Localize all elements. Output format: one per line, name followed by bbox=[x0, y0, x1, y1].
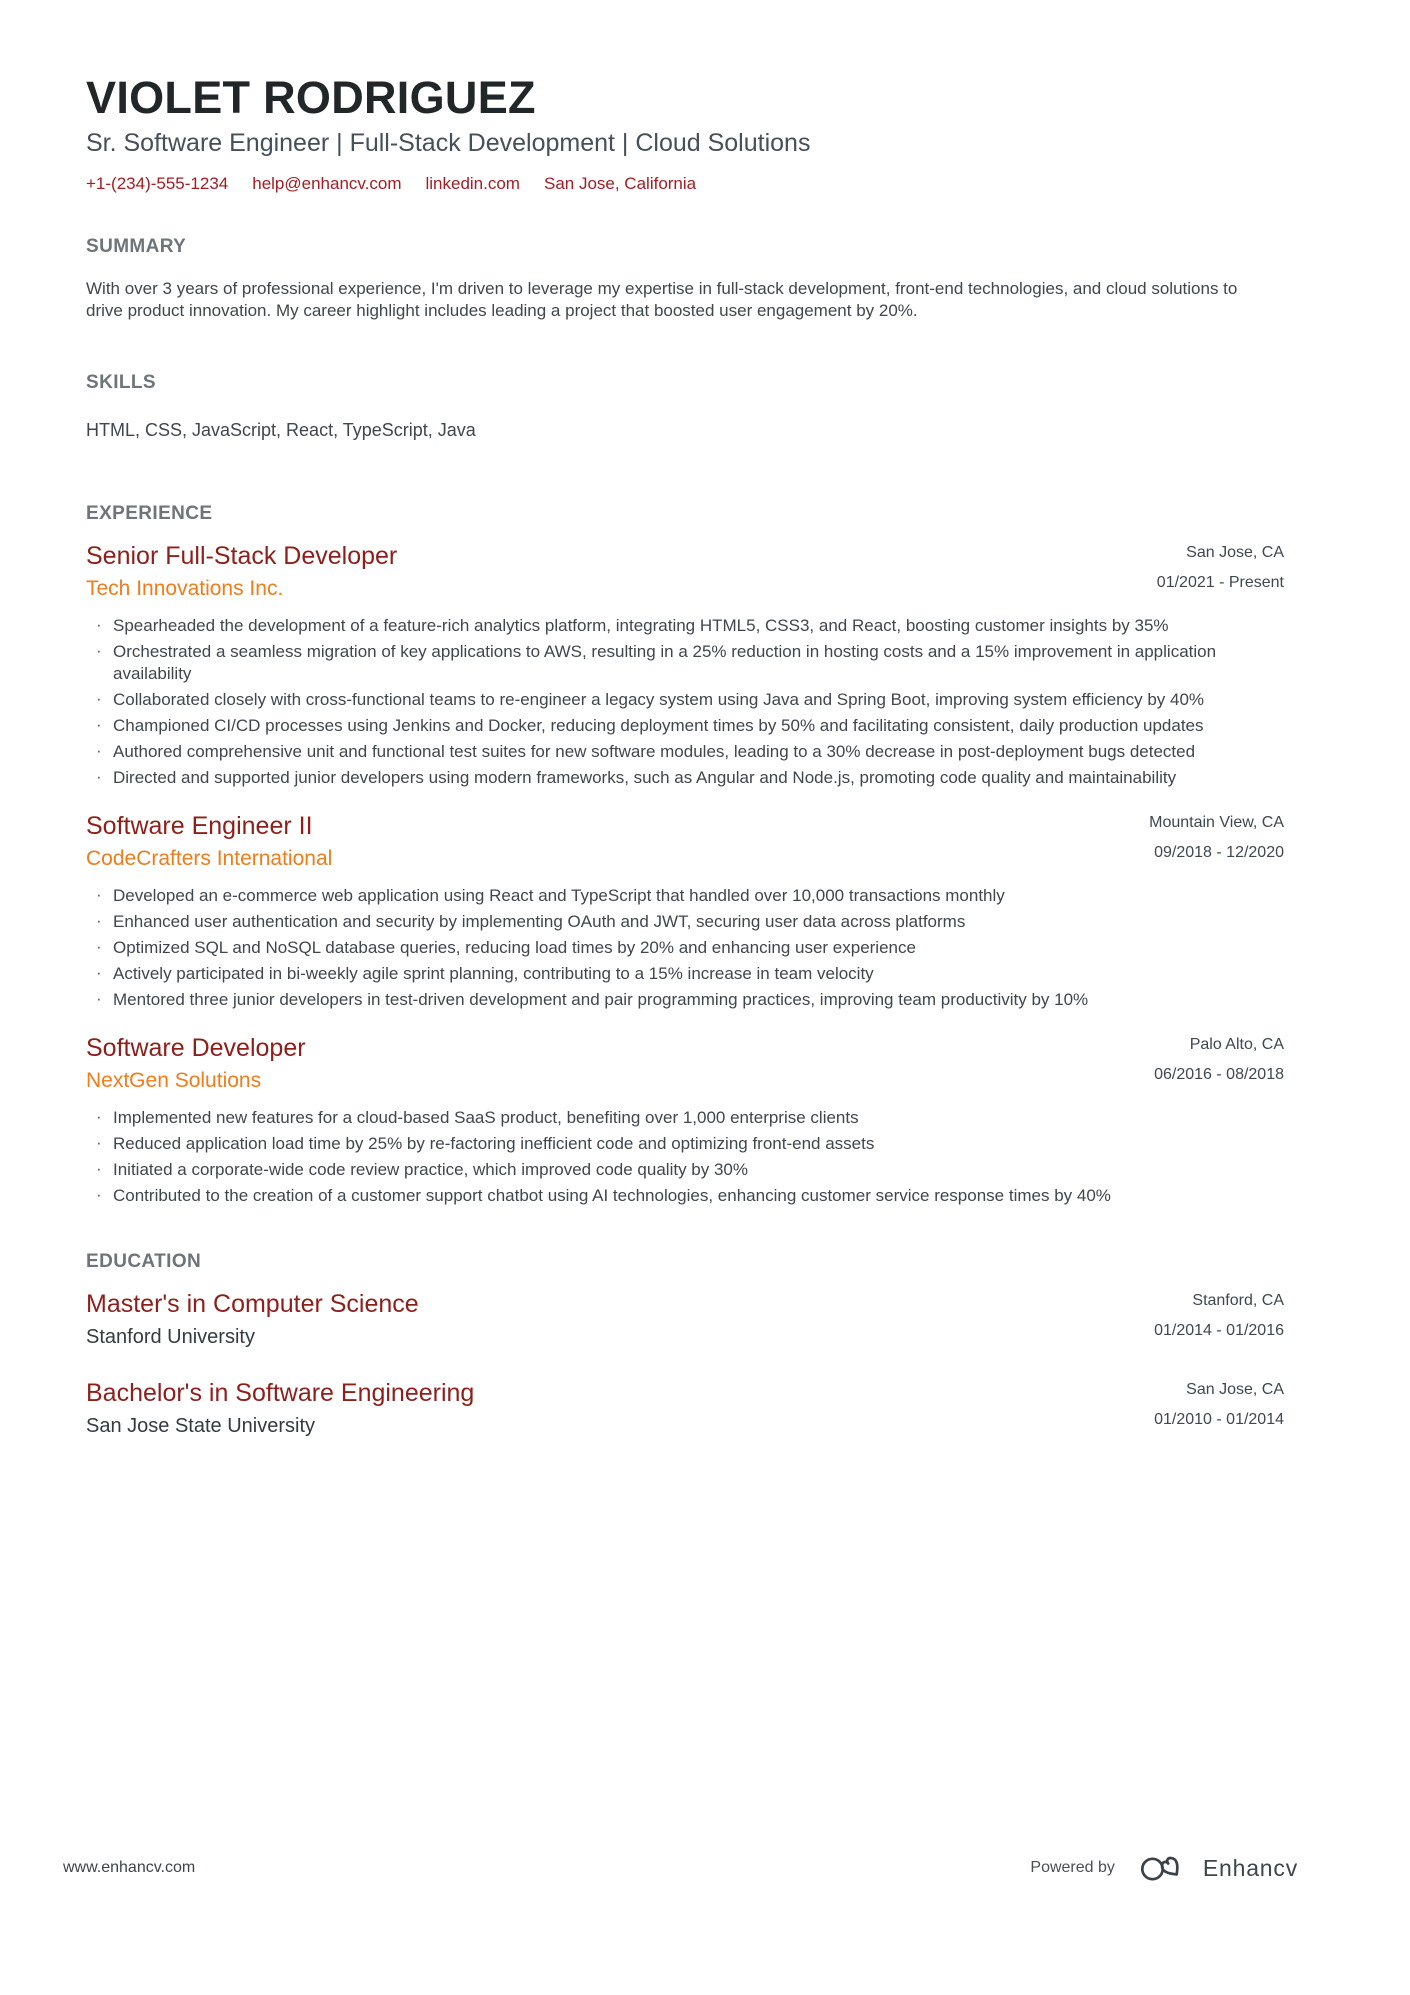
experience-entry bbox=[86, 1033, 1284, 1207]
bullet-item: · Implemented new features for a cloud-based SaaS product, benefiting over 1,000 enterprise clients bbox=[96, 1107, 1226, 1129]
job-title: Software Engineer II bbox=[86, 811, 313, 840]
job-dates: 01/2021 - Present bbox=[1156, 573, 1284, 591]
contact-row bbox=[86, 174, 1284, 194]
degree-school: San Jose State University bbox=[86, 1414, 315, 1437]
footer-branding bbox=[1030, 1850, 1298, 1886]
bullet-item: · Orchestrated a seamless migration of key applications to AWS, resulting in a 25% reduction in hosting costs and a 15% improvement in application availability bbox=[96, 641, 1226, 685]
entry-header bbox=[86, 1289, 1284, 1350]
page-footer bbox=[63, 1850, 1298, 1886]
experience-section bbox=[86, 503, 1284, 1207]
entry-header bbox=[86, 1033, 1284, 1094]
education-entry bbox=[86, 1289, 1284, 1350]
contact-location: San Jose, California bbox=[543, 173, 697, 193]
job-dates: 09/2018 - 12/2020 bbox=[1154, 843, 1284, 861]
job-company: NextGen Solutions bbox=[86, 1068, 262, 1092]
bullet-item: · Championed CI/CD processes using Jenkins and Docker, reducing deployment times by 50% and facilitating consistent, daily production updates bbox=[96, 715, 1226, 737]
bullet-item: · Collaborated closely with cross-functional teams to re-engineer a legacy system using Java and Spring Boot, improving system efficiency by 40% bbox=[96, 689, 1226, 711]
powered-by-label: Powered by bbox=[1030, 1859, 1115, 1876]
bullet-item: · Enhanced user authentication and security by implementing OAuth and JWT, securing user data across platforms bbox=[96, 911, 1226, 933]
job-location: Palo Alto, CA bbox=[1189, 1035, 1284, 1053]
experience-entry bbox=[86, 541, 1284, 789]
job-location: San Jose, CA bbox=[1186, 543, 1284, 561]
bullet-item: · Reduced application load time by 25% by re-factoring inefficient code and optimizing front-end assets bbox=[96, 1133, 1226, 1155]
experience-heading: EXPERIENCE bbox=[86, 502, 213, 524]
bullet-item: · Optimized SQL and NoSQL database queries, reducing load times by 20% and enhancing user experience bbox=[96, 937, 1226, 959]
footer-site-link[interactable]: www.enhancv.com bbox=[63, 1859, 196, 1876]
degree-title: Master's in Computer Science bbox=[86, 1289, 419, 1318]
education-entry bbox=[86, 1378, 1284, 1439]
summary-text: With over 3 years of professional experience, I'm driven to leverage my expertise in full-stack development, front-end technologies, and cloud solutions to drive product innovation. My career highlight includes leading a project that boosted user engagement by 20%. bbox=[86, 278, 1238, 320]
bullet-item: · Authored comprehensive unit and functional test suites for new software modules, leading to a 30% decrease in post-deployment bugs detected bbox=[96, 741, 1226, 763]
education-heading: EDUCATION bbox=[86, 1250, 202, 1272]
degree-location: Stanford, CA bbox=[1192, 1291, 1284, 1309]
job-bullets bbox=[86, 615, 1284, 789]
resume-header bbox=[86, 74, 1284, 194]
contact-linkedin[interactable]: linkedin.com bbox=[425, 173, 520, 193]
skills-section bbox=[86, 372, 1284, 441]
skills-list: HTML, CSS, JavaScript, React, TypeScript, Java bbox=[86, 419, 476, 440]
bullet-item: · Spearheaded the development of a feature-rich analytics platform, integrating HTML5, CSS3, and React, boosting customer insights by 35% bbox=[96, 615, 1226, 637]
job-location: Mountain View, CA bbox=[1149, 813, 1284, 831]
bullet-item: · Contributed to the creation of a customer support chatbot using AI technologies, enhancing customer service response times by 40% bbox=[96, 1185, 1226, 1207]
entry-meta bbox=[1154, 1289, 1284, 1339]
job-dates: 06/2016 - 08/2018 bbox=[1154, 1065, 1284, 1083]
entry-meta bbox=[1154, 1378, 1284, 1428]
bullet-item: · Actively participated in bi-weekly agile sprint planning, contributing to a 15% increase in team velocity bbox=[96, 963, 1226, 985]
candidate-title: Sr. Software Engineer | Full-Stack Development | Cloud Solutions bbox=[86, 128, 811, 157]
job-company: CodeCrafters International bbox=[86, 846, 333, 870]
job-title: Software Developer bbox=[86, 1033, 306, 1062]
summary-heading: SUMMARY bbox=[86, 235, 187, 257]
enhancv-wordmark[interactable]: Enhancv bbox=[1202, 1854, 1298, 1881]
entry-meta bbox=[1154, 1033, 1284, 1083]
entry-header bbox=[86, 811, 1284, 872]
entry-header bbox=[86, 1378, 1284, 1439]
skills-heading: SKILLS bbox=[86, 371, 156, 393]
entry-meta bbox=[1149, 811, 1284, 861]
degree-dates: 01/2014 - 01/2016 bbox=[1154, 1321, 1284, 1339]
summary-section bbox=[86, 236, 1284, 322]
job-company: Tech Innovations Inc. bbox=[86, 576, 284, 600]
job-bullets bbox=[86, 1107, 1284, 1207]
candidate-name: VIOLET RODRIGUEZ bbox=[86, 72, 536, 123]
degree-dates: 01/2010 - 01/2014 bbox=[1154, 1410, 1284, 1428]
bullet-item: · Directed and supported junior developers using modern frameworks, such as Angular and Node.js, promoting code quality and maintainability bbox=[96, 767, 1226, 789]
contact-email[interactable]: help@enhancv.com bbox=[252, 173, 402, 193]
job-bullets bbox=[86, 885, 1284, 1011]
degree-location: San Jose, CA bbox=[1186, 1380, 1284, 1398]
degree-school: Stanford University bbox=[86, 1325, 255, 1348]
bullet-item: · Initiated a corporate-wide code review practice, which improved code quality by 30% bbox=[96, 1159, 1226, 1181]
education-section bbox=[86, 1251, 1284, 1439]
entry-header bbox=[86, 541, 1284, 602]
degree-title: Bachelor's in Software Engineering bbox=[86, 1378, 475, 1407]
experience-entry bbox=[86, 811, 1284, 1011]
contact-phone: +1-(234)-555-1234 bbox=[86, 173, 229, 193]
bullet-item: · Mentored three junior developers in test-driven development and pair programming practices, improving team productivity by 10% bbox=[96, 989, 1226, 1011]
job-title: Senior Full-Stack Developer bbox=[86, 541, 398, 570]
bullet-item: · Developed an e-commerce web application using React and TypeScript that handled over 10,000 transactions monthly bbox=[96, 885, 1226, 907]
entry-meta bbox=[1157, 541, 1284, 591]
enhancv-infinity-heart-icon[interactable] bbox=[1139, 1850, 1187, 1886]
